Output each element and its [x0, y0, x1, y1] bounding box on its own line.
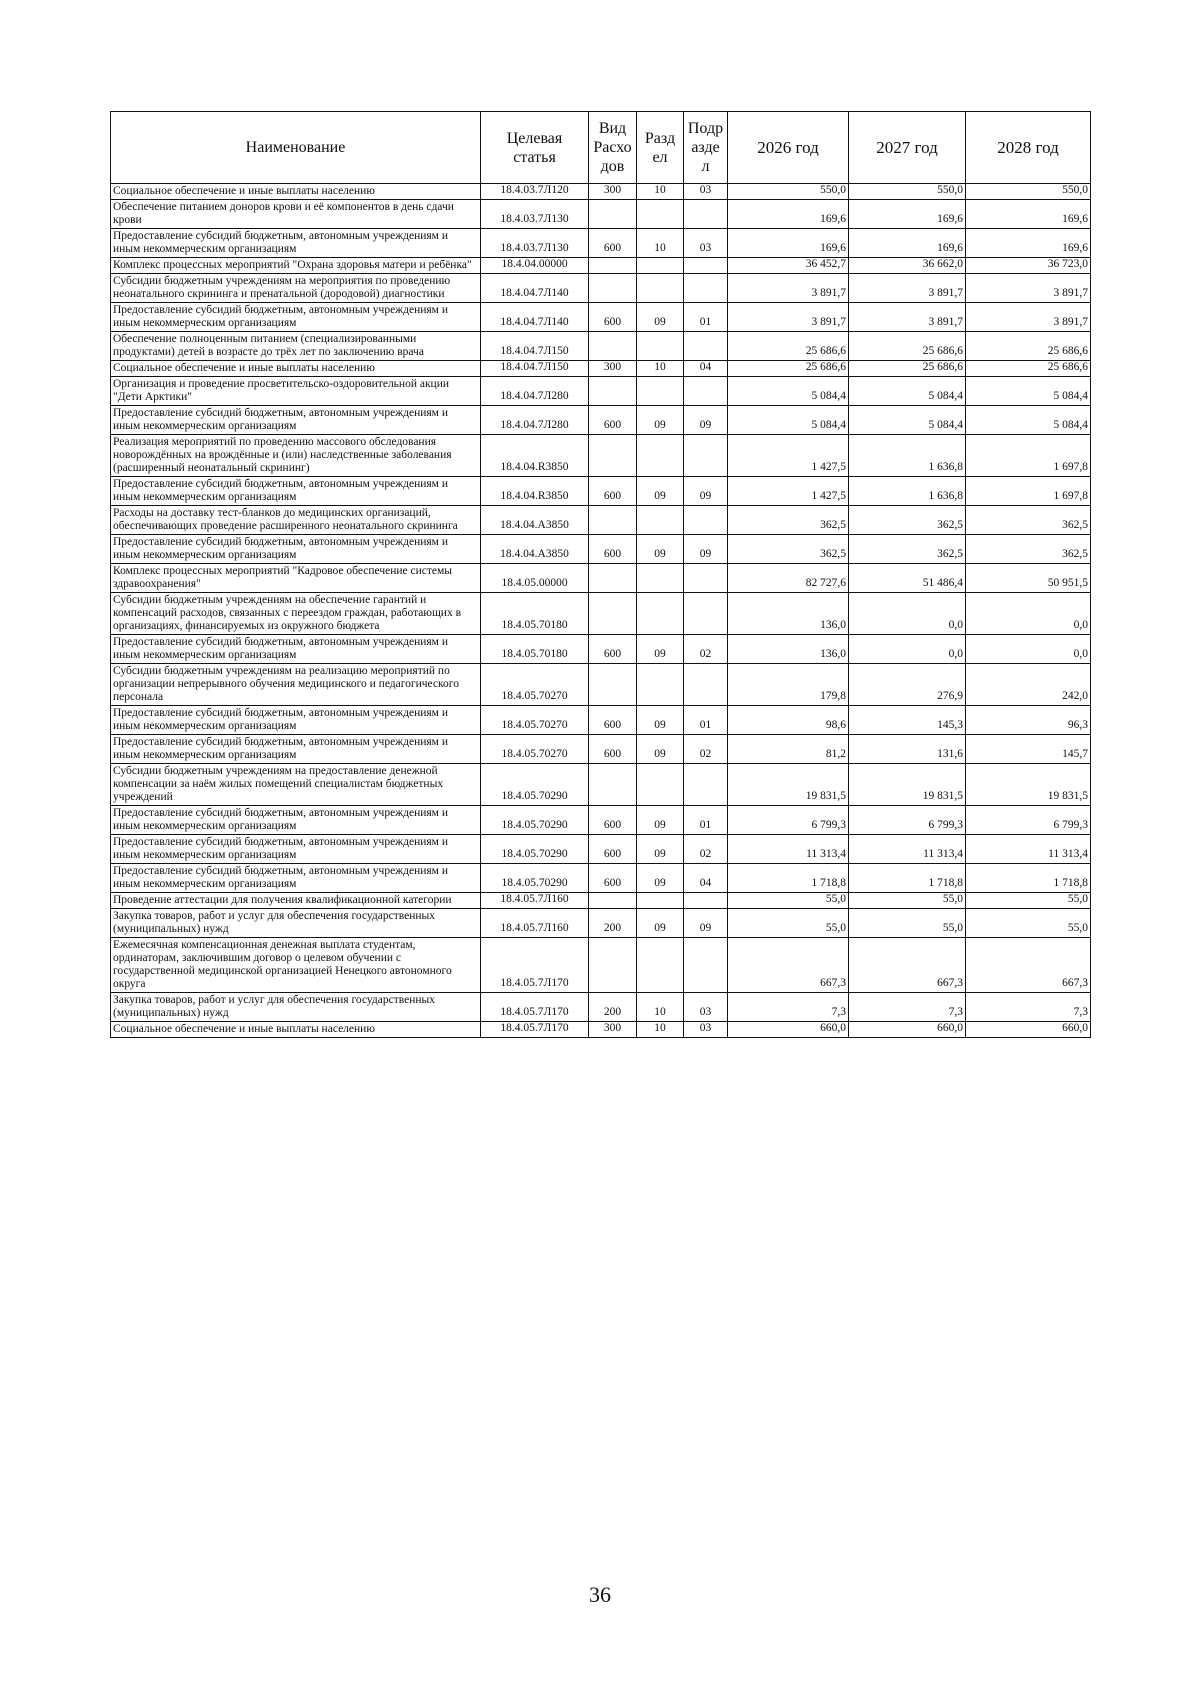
header-type: [589, 112, 637, 184]
row-subsection-cell: [684, 332, 728, 361]
row-name-cell: Предоставление субсидий бюджетным, автономным учреждениям и иным некоммерческим организациям: [111, 835, 481, 864]
row-subsection-cell: 04: [684, 864, 728, 893]
row-2027-cell: 3 891,7: [849, 303, 966, 332]
row-subsection-cell: [684, 506, 728, 535]
row-2026-cell: 7,3: [728, 993, 849, 1022]
table-row: [111, 835, 1091, 864]
row-name-cell: Предоставление субсидий бюджетным, автономным учреждениям и иным некоммерческим организациям: [111, 406, 481, 435]
row-target-cell: 18.4.05.7Л170: [481, 1022, 589, 1038]
row-name-cell: Предоставление субсидий бюджетным, автономным учреждениям и иным некоммерческим организациям: [111, 303, 481, 332]
row-section-cell: 10: [637, 1022, 684, 1038]
row-2028-cell: 19 831,5: [966, 764, 1091, 806]
table-row: [111, 184, 1091, 200]
row-2027-cell: 169,6: [849, 229, 966, 258]
row-2028-cell: 1 718,8: [966, 864, 1091, 893]
row-name-cell: Предоставление субсидий бюджетным, автономным учреждениям и иным некоммерческим организациям: [111, 706, 481, 735]
row-subsection-cell: 01: [684, 806, 728, 835]
row-target-cell: 18.4.04.7Л140: [481, 303, 589, 332]
row-section-cell: [637, 435, 684, 477]
row-type-cell: [589, 258, 637, 274]
row-subsection-cell: 09: [684, 909, 728, 938]
row-2026-cell: 660,0: [728, 1022, 849, 1038]
row-2028-cell: 36 723,0: [966, 258, 1091, 274]
row-subsection-cell: 09: [684, 477, 728, 506]
row-2026-cell: 6 799,3: [728, 806, 849, 835]
header-subsection-text: Подр азде л: [687, 120, 724, 175]
row-2027-cell: 1 636,8: [849, 477, 966, 506]
row-2027-cell: 6 799,3: [849, 806, 966, 835]
row-target-cell: 18.4.04.7Л140: [481, 274, 589, 303]
row-type-cell: 600: [589, 735, 637, 764]
table-row: [111, 258, 1091, 274]
row-2026-cell: 5 084,4: [728, 406, 849, 435]
row-2028-cell: 6 799,3: [966, 806, 1091, 835]
header-2028: 2028 год: [966, 112, 1091, 184]
row-target-cell: 18.4.05.7Л170: [481, 938, 589, 993]
row-section-cell: [637, 893, 684, 909]
row-2028-cell: 96,3: [966, 706, 1091, 735]
row-target-cell: 18.4.05.70270: [481, 664, 589, 706]
row-2026-cell: 36 452,7: [728, 258, 849, 274]
row-section-cell: [637, 506, 684, 535]
row-target-cell: 18.4.04.7Л280: [481, 377, 589, 406]
row-type-cell: 600: [589, 835, 637, 864]
row-section-cell: 10: [637, 361, 684, 377]
row-2028-cell: 1 697,8: [966, 435, 1091, 477]
row-2027-cell: 25 686,6: [849, 332, 966, 361]
row-section-cell: 09: [637, 535, 684, 564]
row-section-cell: 10: [637, 229, 684, 258]
row-2026-cell: 1 427,5: [728, 477, 849, 506]
row-subsection-cell: [684, 564, 728, 593]
row-name-cell: Социальное обеспечение и иные выплаты населению: [111, 361, 481, 377]
row-target-cell: 18.4.05.70290: [481, 806, 589, 835]
table-row: [111, 377, 1091, 406]
row-section-cell: [637, 200, 684, 229]
row-2026-cell: 362,5: [728, 506, 849, 535]
row-target-cell: 18.4.05.7Л160: [481, 893, 589, 909]
row-2026-cell: 81,2: [728, 735, 849, 764]
row-name-cell: Организация и проведение просветительско-оздоровительной акции "Дети Арктики": [111, 377, 481, 406]
row-2026-cell: 19 831,5: [728, 764, 849, 806]
row-target-cell: 18.4.05.70270: [481, 735, 589, 764]
row-subsection-cell: 01: [684, 706, 728, 735]
row-name-cell: Субсидии бюджетным учреждениям на реализацию мероприятий по организации непрерывного обучения медицинского и педагогического персонала: [111, 664, 481, 706]
page-number: 36: [589, 1582, 611, 1607]
row-target-cell: 18.4.04.7Л150: [481, 361, 589, 377]
table-row: [111, 274, 1091, 303]
row-2027-cell: 11 313,4: [849, 835, 966, 864]
row-2028-cell: 667,3: [966, 938, 1091, 993]
table-row: [111, 229, 1091, 258]
table-row: [111, 864, 1091, 893]
row-section-cell: [637, 332, 684, 361]
row-target-cell: 18.4.05.70290: [481, 864, 589, 893]
row-type-cell: 600: [589, 406, 637, 435]
table-row: [111, 435, 1091, 477]
row-2026-cell: 136,0: [728, 593, 849, 635]
header-subsection: [684, 112, 728, 184]
row-2026-cell: 1 718,8: [728, 864, 849, 893]
row-2026-cell: 1 427,5: [728, 435, 849, 477]
row-subsection-cell: [684, 664, 728, 706]
row-section-cell: [637, 764, 684, 806]
row-2027-cell: 131,6: [849, 735, 966, 764]
table-row: [111, 706, 1091, 735]
row-name-cell: Субсидии бюджетным учреждениям на предоставление денежной компенсации за наём жилых помещений специалистам бюджетных учреждений: [111, 764, 481, 806]
table-row: [111, 506, 1091, 535]
row-2028-cell: 169,6: [966, 200, 1091, 229]
row-section-cell: [637, 938, 684, 993]
table-header-row: [111, 112, 1091, 184]
table-row: [111, 909, 1091, 938]
row-2028-cell: 1 697,8: [966, 477, 1091, 506]
table-row: [111, 938, 1091, 993]
row-2028-cell: 362,5: [966, 535, 1091, 564]
row-section-cell: [637, 274, 684, 303]
row-subsection-cell: [684, 893, 728, 909]
row-type-cell: [589, 274, 637, 303]
row-2027-cell: 0,0: [849, 593, 966, 635]
table-row: [111, 535, 1091, 564]
row-2027-cell: 276,9: [849, 664, 966, 706]
row-type-cell: [589, 377, 637, 406]
row-type-cell: [589, 564, 637, 593]
row-2026-cell: 179,8: [728, 664, 849, 706]
header-2027: 2027 год: [849, 112, 966, 184]
row-2026-cell: 3 891,7: [728, 303, 849, 332]
table-row: [111, 564, 1091, 593]
row-target-cell: 18.4.04.А3850: [481, 506, 589, 535]
row-target-cell: 18.4.03.7Л130: [481, 200, 589, 229]
row-2027-cell: 362,5: [849, 535, 966, 564]
row-section-cell: 09: [637, 864, 684, 893]
row-2026-cell: 25 686,6: [728, 361, 849, 377]
row-2028-cell: 660,0: [966, 1022, 1091, 1038]
row-2026-cell: 82 727,6: [728, 564, 849, 593]
row-2026-cell: 11 313,4: [728, 835, 849, 864]
row-2028-cell: 55,0: [966, 909, 1091, 938]
row-2028-cell: 3 891,7: [966, 303, 1091, 332]
row-type-cell: 600: [589, 477, 637, 506]
row-section-cell: [637, 593, 684, 635]
row-2027-cell: 0,0: [849, 635, 966, 664]
row-2028-cell: 362,5: [966, 506, 1091, 535]
row-section-cell: [637, 258, 684, 274]
header-2026: 2026 год: [728, 112, 849, 184]
row-2027-cell: 19 831,5: [849, 764, 966, 806]
row-section-cell: 09: [637, 406, 684, 435]
row-target-cell: 18.4.04.А3850: [481, 535, 589, 564]
row-2026-cell: 98,6: [728, 706, 849, 735]
row-2028-cell: 169,6: [966, 229, 1091, 258]
header-section: [637, 112, 684, 184]
row-type-cell: [589, 593, 637, 635]
row-type-cell: 300: [589, 184, 637, 200]
table-row: [111, 735, 1091, 764]
header-type-text: Вид Расхо дов: [593, 120, 632, 175]
row-2026-cell: 550,0: [728, 184, 849, 200]
row-2028-cell: 50 951,5: [966, 564, 1091, 593]
row-subsection-cell: 01: [684, 303, 728, 332]
row-section-cell: 09: [637, 635, 684, 664]
row-2026-cell: 667,3: [728, 938, 849, 993]
header-name: Наименование: [111, 112, 481, 184]
row-subsection-cell: 03: [684, 993, 728, 1022]
row-target-cell: 18.4.05.70270: [481, 706, 589, 735]
row-section-cell: [637, 377, 684, 406]
row-2028-cell: 55,0: [966, 893, 1091, 909]
row-section-cell: 09: [637, 835, 684, 864]
row-subsection-cell: [684, 200, 728, 229]
row-2028-cell: 11 313,4: [966, 835, 1091, 864]
row-2026-cell: 25 686,6: [728, 332, 849, 361]
row-name-cell: Закупка товаров, работ и услуг для обеспечения государственных (муниципальных) нужд: [111, 993, 481, 1022]
row-name-cell: Субсидии бюджетным учреждениям на мероприятия по проведению неонатального скрининга и пренатальной (дородовой) диагностики: [111, 274, 481, 303]
row-2027-cell: 660,0: [849, 1022, 966, 1038]
row-2028-cell: 25 686,6: [966, 332, 1091, 361]
row-target-cell: 18.4.05.7Л170: [481, 993, 589, 1022]
row-2027-cell: 5 084,4: [849, 406, 966, 435]
row-2027-cell: 51 486,4: [849, 564, 966, 593]
row-2027-cell: 55,0: [849, 893, 966, 909]
row-2027-cell: 7,3: [849, 993, 966, 1022]
row-section-cell: 09: [637, 303, 684, 332]
row-section-cell: [637, 664, 684, 706]
row-section-cell: 09: [637, 706, 684, 735]
row-2026-cell: 55,0: [728, 909, 849, 938]
row-2028-cell: 3 891,7: [966, 274, 1091, 303]
row-2026-cell: 169,6: [728, 229, 849, 258]
row-subsection-cell: 02: [684, 835, 728, 864]
table-row: [111, 303, 1091, 332]
row-2028-cell: 0,0: [966, 593, 1091, 635]
row-2026-cell: 169,6: [728, 200, 849, 229]
row-type-cell: 600: [589, 303, 637, 332]
row-target-cell: 18.4.04.7Л280: [481, 406, 589, 435]
row-subsection-cell: 02: [684, 735, 728, 764]
row-name-cell: Ежемесячная компенсационная денежная выплата студентам, ординаторам, заключившим договор о целевом обучении с государственной медицинской организацией Ненецкого автономного округа: [111, 938, 481, 993]
budget-table: [110, 111, 1091, 1038]
row-section-cell: 09: [637, 735, 684, 764]
row-type-cell: 300: [589, 361, 637, 377]
row-type-cell: [589, 764, 637, 806]
row-target-cell: 18.4.05.70180: [481, 593, 589, 635]
row-type-cell: [589, 200, 637, 229]
row-target-cell: 18.4.03.7Л120: [481, 184, 589, 200]
row-section-cell: 10: [637, 184, 684, 200]
row-subsection-cell: [684, 377, 728, 406]
row-type-cell: 600: [589, 806, 637, 835]
row-target-cell: 18.4.05.70290: [481, 835, 589, 864]
budget-table-container: [110, 111, 1090, 1038]
table-row: [111, 361, 1091, 377]
row-name-cell: Закупка товаров, работ и услуг для обеспечения государственных (муниципальных) нужд: [111, 909, 481, 938]
table-row: [111, 664, 1091, 706]
row-subsection-cell: 02: [684, 635, 728, 664]
table-row: [111, 332, 1091, 361]
row-subsection-cell: 03: [684, 1022, 728, 1038]
row-subsection-cell: 09: [684, 406, 728, 435]
row-type-cell: [589, 664, 637, 706]
row-name-cell: Предоставление субсидий бюджетным, автономным учреждениям и иным некоммерческим организациям: [111, 806, 481, 835]
table-row: [111, 764, 1091, 806]
row-name-cell: Предоставление субсидий бюджетным, автономным учреждениям и иным некоммерческим организациям: [111, 477, 481, 506]
row-type-cell: [589, 893, 637, 909]
row-2027-cell: 3 891,7: [849, 274, 966, 303]
table-row: [111, 993, 1091, 1022]
row-type-cell: [589, 332, 637, 361]
row-section-cell: 09: [637, 909, 684, 938]
row-2026-cell: 362,5: [728, 535, 849, 564]
row-subsection-cell: [684, 938, 728, 993]
row-name-cell: Предоставление субсидий бюджетным, автономным учреждениям и иным некоммерческим организациям: [111, 864, 481, 893]
row-type-cell: 600: [589, 635, 637, 664]
row-type-cell: [589, 938, 637, 993]
row-type-cell: 300: [589, 1022, 637, 1038]
row-type-cell: 600: [589, 864, 637, 893]
row-type-cell: 600: [589, 706, 637, 735]
row-name-cell: Социальное обеспечение и иные выплаты населению: [111, 184, 481, 200]
row-type-cell: 600: [589, 535, 637, 564]
row-name-cell: Обеспечение полноценным питанием (специализированными продуктами) детей в возрасте до трёх лет по заключению врача: [111, 332, 481, 361]
row-2028-cell: 5 084,4: [966, 377, 1091, 406]
row-target-cell: 18.4.04.R3850: [481, 477, 589, 506]
row-2027-cell: 169,6: [849, 200, 966, 229]
row-2028-cell: 242,0: [966, 664, 1091, 706]
table-row: [111, 893, 1091, 909]
row-section-cell: [637, 564, 684, 593]
table-row: [111, 477, 1091, 506]
row-2026-cell: 5 084,4: [728, 377, 849, 406]
row-name-cell: Расходы на доставку тест-бланков до медицинских организаций, обеспечивающих проведение расширенного неонатального скрининга: [111, 506, 481, 535]
row-name-cell: Субсидии бюджетным учреждениям на обеспечение гарантий и компенсаций расходов, связанных с переездом граждан, работающих в организациях, финансируемых из окружного бюджета: [111, 593, 481, 635]
header-target-text: Целевая статья: [506, 129, 563, 166]
row-name-cell: Предоставление субсидий бюджетным, автономным учреждениям и иным некоммерческим организациям: [111, 535, 481, 564]
row-target-cell: 18.4.04.7Л150: [481, 332, 589, 361]
row-2028-cell: 5 084,4: [966, 406, 1091, 435]
row-name-cell: Комплекс процессных мероприятий "Охрана здоровья матери и ребёнка": [111, 258, 481, 274]
row-2028-cell: 25 686,6: [966, 361, 1091, 377]
row-name-cell: Предоставление субсидий бюджетным, автономным учреждениям и иным некоммерческим организациям: [111, 229, 481, 258]
row-subsection-cell: 03: [684, 229, 728, 258]
table-row: [111, 200, 1091, 229]
row-2027-cell: 145,3: [849, 706, 966, 735]
row-target-cell: 18.4.05.70180: [481, 635, 589, 664]
header-section-text: Разд ел: [644, 129, 676, 166]
row-type-cell: 200: [589, 909, 637, 938]
row-type-cell: [589, 435, 637, 477]
row-subsection-cell: 04: [684, 361, 728, 377]
row-2027-cell: 5 084,4: [849, 377, 966, 406]
table-row: [111, 1022, 1091, 1038]
row-2028-cell: 550,0: [966, 184, 1091, 200]
row-type-cell: 600: [589, 229, 637, 258]
row-2027-cell: 550,0: [849, 184, 966, 200]
row-2027-cell: 1 718,8: [849, 864, 966, 893]
table-row: [111, 806, 1091, 835]
row-name-cell: Предоставление субсидий бюджетным, автономным учреждениям и иным некоммерческим организациям: [111, 735, 481, 764]
row-target-cell: 18.4.04.R3850: [481, 435, 589, 477]
row-2027-cell: 1 636,8: [849, 435, 966, 477]
row-2027-cell: 362,5: [849, 506, 966, 535]
table-row: [111, 635, 1091, 664]
table-row: [111, 406, 1091, 435]
row-type-cell: [589, 506, 637, 535]
row-2028-cell: 145,7: [966, 735, 1091, 764]
row-type-cell: 200: [589, 993, 637, 1022]
row-subsection-cell: [684, 593, 728, 635]
row-section-cell: 10: [637, 993, 684, 1022]
row-2026-cell: 136,0: [728, 635, 849, 664]
row-section-cell: 09: [637, 806, 684, 835]
row-2027-cell: 667,3: [849, 938, 966, 993]
row-target-cell: 18.4.05.7Л160: [481, 909, 589, 938]
row-target-cell: 18.4.05.00000: [481, 564, 589, 593]
row-name-cell: Комплекс процессных мероприятий "Кадровое обеспечение системы здравоохранения": [111, 564, 481, 593]
row-target-cell: 18.4.03.7Л130: [481, 229, 589, 258]
row-name-cell: Социальное обеспечение и иные выплаты населению: [111, 1022, 481, 1038]
row-name-cell: Предоставление субсидий бюджетным, автономным учреждениям и иным некоммерческим организациям: [111, 635, 481, 664]
row-2027-cell: 36 662,0: [849, 258, 966, 274]
row-name-cell: Обеспечение питанием доноров крови и её компонентов в день сдачи крови: [111, 200, 481, 229]
row-2027-cell: 25 686,6: [849, 361, 966, 377]
row-subsection-cell: [684, 274, 728, 303]
row-subsection-cell: [684, 764, 728, 806]
row-subsection-cell: 09: [684, 535, 728, 564]
row-target-cell: 18.4.05.70290: [481, 764, 589, 806]
row-name-cell: Реализация мероприятий по проведению массового обследования новорождённых на врождённые и (или) наследственные заболевания (расширенный неонатальный скрининг): [111, 435, 481, 477]
table-body: [111, 184, 1091, 1038]
row-subsection-cell: [684, 258, 728, 274]
row-2027-cell: 55,0: [849, 909, 966, 938]
row-2026-cell: 55,0: [728, 893, 849, 909]
row-2028-cell: 0,0: [966, 635, 1091, 664]
row-2026-cell: 3 891,7: [728, 274, 849, 303]
table-row: [111, 593, 1091, 635]
header-target: [481, 112, 589, 184]
row-name-cell: Проведение аттестации для получения квалификационной категории: [111, 893, 481, 909]
row-2028-cell: 7,3: [966, 993, 1091, 1022]
row-section-cell: 09: [637, 477, 684, 506]
row-subsection-cell: 03: [684, 184, 728, 200]
row-target-cell: 18.4.04.00000: [481, 258, 589, 274]
row-subsection-cell: [684, 435, 728, 477]
